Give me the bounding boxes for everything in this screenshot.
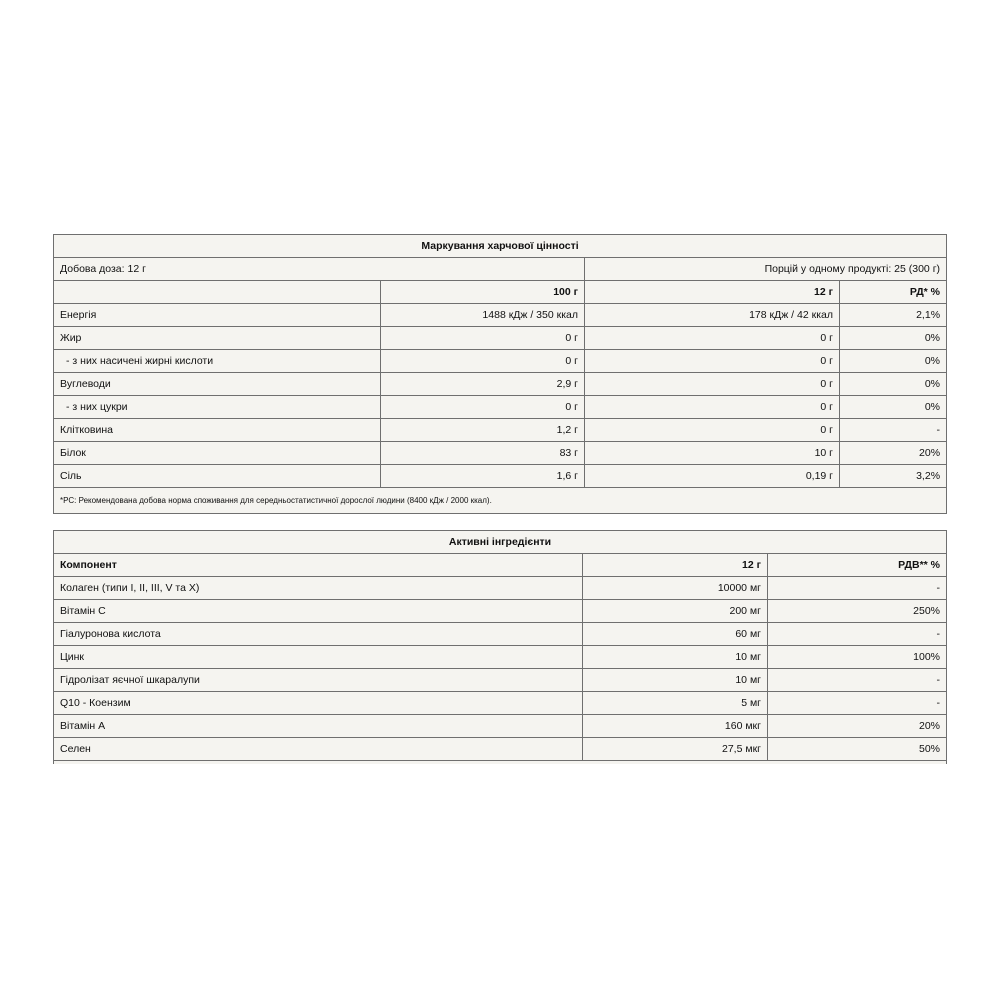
nutrient-rd: 0%: [840, 350, 947, 373]
header-per-12g: 12 г: [585, 281, 840, 304]
header-rdv: РДВ** %: [768, 554, 947, 577]
nutrient-per-100g: 2,9 г: [381, 373, 585, 396]
ingredient-name: Q10 - Коензим: [54, 692, 583, 715]
header-component: Компонент: [54, 554, 583, 577]
nutrient-rd: 0%: [840, 396, 947, 419]
table-row: [54, 669, 947, 692]
nutrition-header-row: [54, 281, 947, 304]
nutrient-rd: 0%: [840, 373, 947, 396]
header-amount: 12 г: [583, 554, 768, 577]
table-row: [54, 623, 947, 646]
table-row: [54, 646, 947, 669]
nutrient-per-12g: 0 г: [585, 373, 840, 396]
nutrient-name: Жир: [54, 327, 381, 350]
servings-per-product: Порцій у одному продукті: 25 (300 г): [585, 258, 947, 281]
nutrient-name: Клітковина: [54, 419, 381, 442]
table-row: [54, 396, 947, 419]
ingredients-title-row: [54, 531, 947, 554]
header-per-100g: 100 г: [381, 281, 585, 304]
nutrient-per-12g: 0,19 г: [585, 465, 840, 488]
nutrition-title-row: [54, 235, 947, 258]
ingredient-name: Селен: [54, 738, 583, 761]
table-bottom-spacer: [54, 761, 947, 765]
ingredients-header-row: [54, 554, 947, 577]
nutrient-rd: 2,1%: [840, 304, 947, 327]
nutrient-per-12g: 0 г: [585, 396, 840, 419]
nutrient-per-100g: 1,6 г: [381, 465, 585, 488]
nutrient-per-100g: 1488 кДж / 350 ккал: [381, 304, 585, 327]
ingredient-amount: 10 мг: [583, 646, 768, 669]
ingredient-amount: 200 мг: [583, 600, 768, 623]
nutrient-per-100g: 0 г: [381, 327, 585, 350]
table-bottom-edge: [54, 761, 947, 765]
nutrient-rd: -: [840, 419, 947, 442]
ingredient-rdv: -: [768, 577, 947, 600]
ingredient-rdv: -: [768, 623, 947, 646]
nutrition-title: Маркування харчової цінності: [54, 235, 947, 258]
nutrient-per-12g: 0 г: [585, 350, 840, 373]
table-row: [54, 465, 947, 488]
nutrient-per-100g: 1,2 г: [381, 419, 585, 442]
nutrition-table: [53, 234, 947, 514]
table-row: [54, 419, 947, 442]
nutrient-per-100g: 0 г: [381, 350, 585, 373]
nutrient-per-12g: 10 г: [585, 442, 840, 465]
ingredient-name: Вітамін С: [54, 600, 583, 623]
ingredient-rdv: 20%: [768, 715, 947, 738]
nutrient-per-12g: 178 кДж / 42 ккал: [585, 304, 840, 327]
ingredients-table: [53, 530, 947, 764]
nutrient-per-12g: 0 г: [585, 327, 840, 350]
table-row: [54, 738, 947, 761]
ingredient-amount: 160 мкг: [583, 715, 768, 738]
daily-dose: Добова доза: 12 г: [54, 258, 585, 281]
ingredient-rdv: -: [768, 692, 947, 715]
table-row: [54, 692, 947, 715]
nutrient-name: - з них цукри: [54, 396, 381, 419]
footnote-row: [54, 488, 947, 514]
ingredient-name: Колаген (типи I, II, III, V та X): [54, 577, 583, 600]
nutrient-rd: 3,2%: [840, 465, 947, 488]
nutrient-name: - з них насичені жирні кислоти: [54, 350, 381, 373]
ingredients-title: Активні інгредієнти: [54, 531, 947, 554]
ingredient-amount: 5 мг: [583, 692, 768, 715]
ingredient-rdv: -: [768, 669, 947, 692]
header-blank: [54, 281, 381, 304]
nutrient-name: Білок: [54, 442, 381, 465]
ingredient-rdv: 50%: [768, 738, 947, 761]
ingredient-rdv: 100%: [768, 646, 947, 669]
table-row: [54, 600, 947, 623]
nutrient-rd: 20%: [840, 442, 947, 465]
table-row: [54, 327, 947, 350]
table-row: [54, 577, 947, 600]
ingredient-amount: 27,5 мкг: [583, 738, 768, 761]
table-row: [54, 304, 947, 327]
nutrition-serving-row: [54, 258, 947, 281]
nutrient-per-12g: 0 г: [585, 419, 840, 442]
nutrient-name: Сіль: [54, 465, 381, 488]
table-row: [54, 350, 947, 373]
header-rd-percent: РД* %: [840, 281, 947, 304]
nutrient-rd: 0%: [840, 327, 947, 350]
ingredient-amount: 60 мг: [583, 623, 768, 646]
ingredient-name: Гідролізат яєчної шкаралупи: [54, 669, 583, 692]
table-row: [54, 373, 947, 396]
nutrient-name: Вуглеводи: [54, 373, 381, 396]
ingredient-name: Гіалуронова кислота: [54, 623, 583, 646]
nutrient-per-100g: 0 г: [381, 396, 585, 419]
ingredient-amount: 10 мг: [583, 669, 768, 692]
ingredient-amount: 10000 мг: [583, 577, 768, 600]
table-row: [54, 715, 947, 738]
ingredient-name: Цинк: [54, 646, 583, 669]
ingredient-rdv: 250%: [768, 600, 947, 623]
table-row: [54, 442, 947, 465]
ingredient-name: Вітамін А: [54, 715, 583, 738]
nutrient-per-100g: 83 г: [381, 442, 585, 465]
nutrient-name: Енергія: [54, 304, 381, 327]
footnote: *РС: Рекомендована добова норма споживання для середньостатистичної дорослої людини (8400 кДж / 2000 ккал).: [54, 488, 947, 514]
